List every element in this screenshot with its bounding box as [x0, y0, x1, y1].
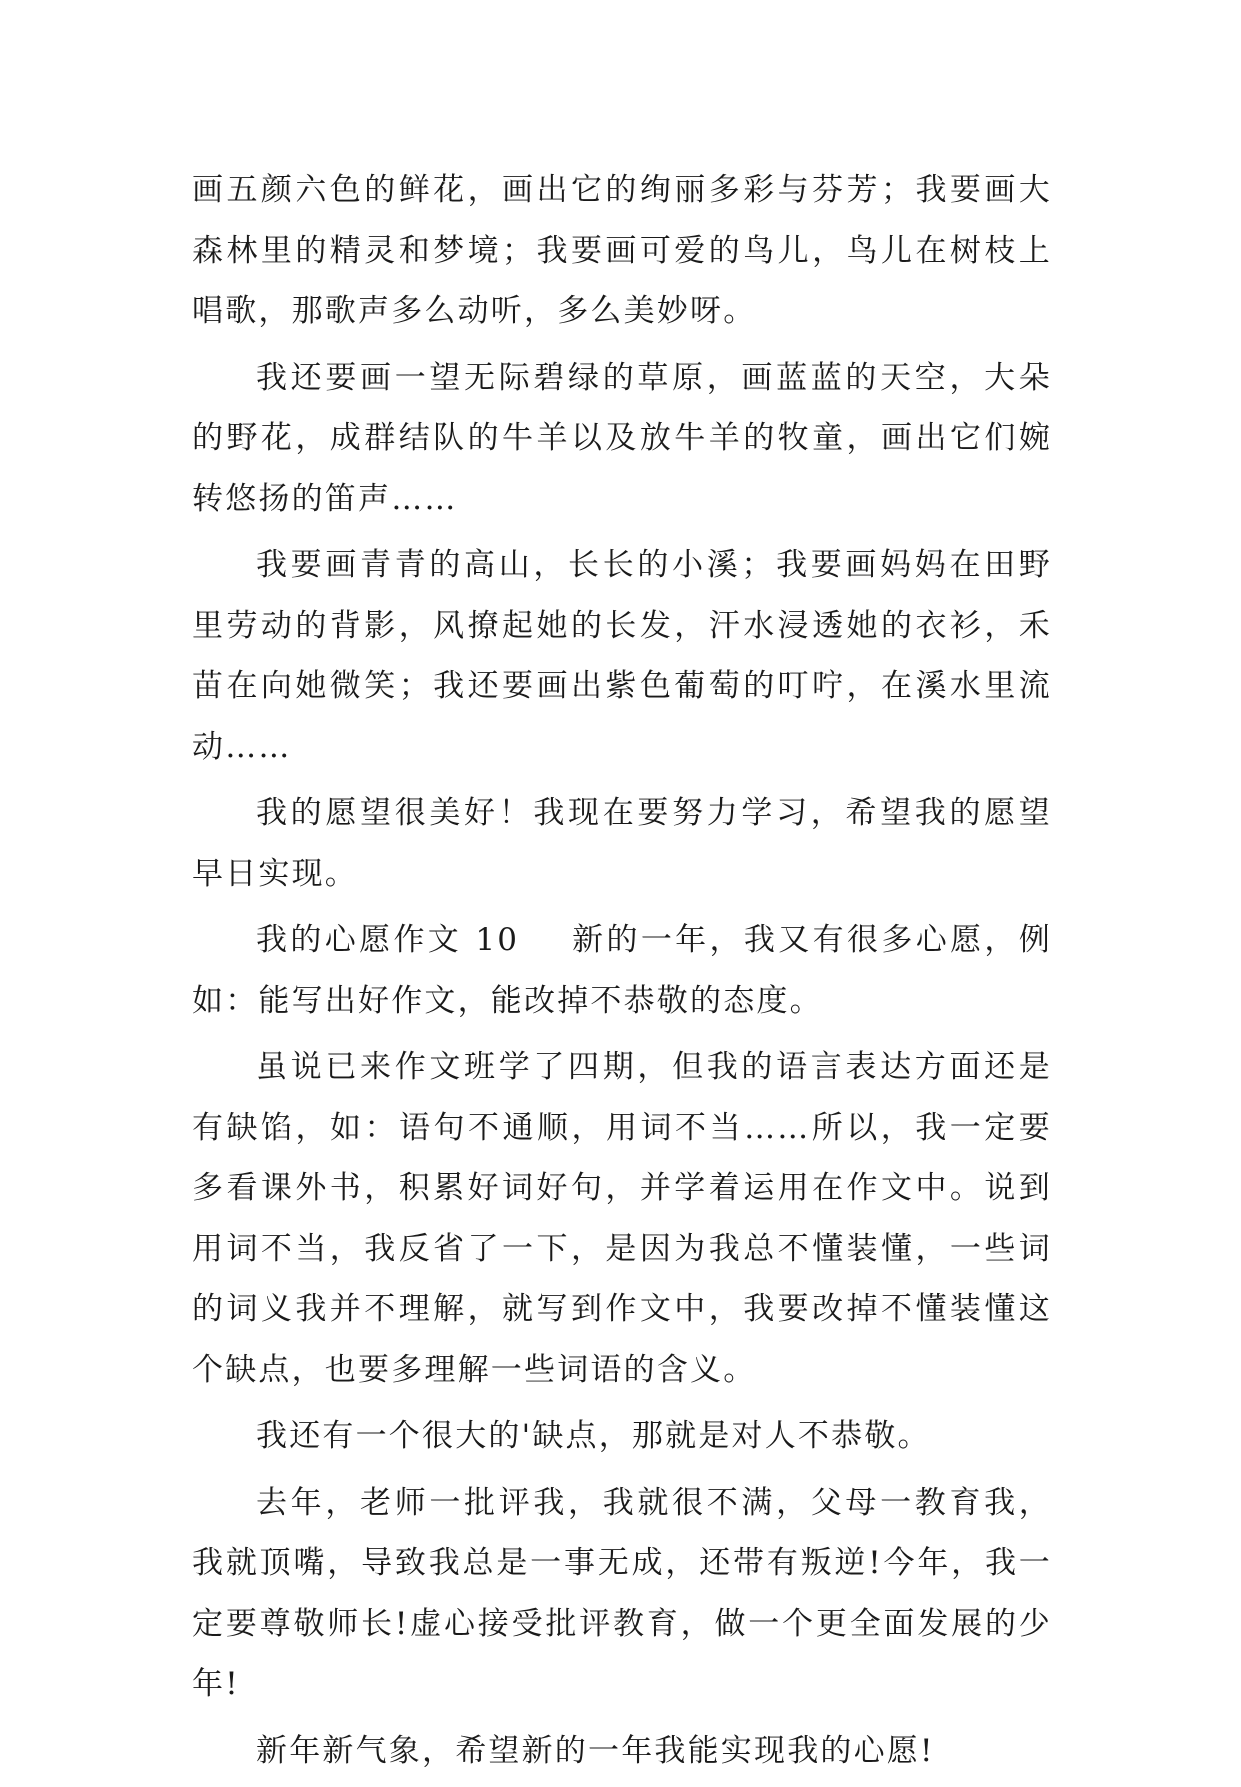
paragraph: 去年，老师一批评我，我就很不满，父母一教育我，我就顶嘴，导致我总是一事无成，还带有叛逆!今年，我一定要尊敬师长!虚心接受批评教育，做一个更全面发展的少年! [192, 1484, 1052, 1702]
document-body [192, 160, 1052, 1787]
paragraph: 新年新气象，希望新的一年我能实现我的心愿! [256, 1732, 935, 1769]
paragraph: 虽说已来作文班学了四期，但我的语言表达方面还是有缺馅，如：语句不通顺，用词不当……所以，我一定要多看课外书，积累好词好句，并学着运用在作文中。说到用词不当，我反省了一下，是因为我总不懂装懂，一些词的词义我并不理解，就写到作文中，我要改掉不懂装懂这个缺点，也要多理解一些词语的含义。 [192, 1049, 1052, 1388]
paragraph: 我还有一个很大的'缺点，那就是对人不恭敬。 [256, 1418, 931, 1454]
paragraph: 画五颜六色的鲜花，画出它的绚丽多彩与芬芳；我要画大森林里的精灵和梦境；我要画可爱的鸟儿，鸟儿在树枝上唱歌，那歌声多么动听，多么美妙呀。 [192, 172, 1052, 329]
essay-heading-paragraph: 我的心愿作文 10 新的一年，我又有很多心愿，例如：能写出好作文，能改掉不恭敬的态度。 [192, 922, 1052, 1019]
paragraph: 我要画青青的高山，长长的小溪；我要画妈妈在田野里劳动的背影，风撩起她的长发，汗水浸透她的衣衫，禾苗在向她微笑；我还要画出紫色葡萄的叮咛，在溪水里流动…… [192, 547, 1052, 765]
paragraph: 我的愿望很美好！我现在要努力学习，希望我的愿望早日实现。 [192, 795, 1052, 892]
paragraph: 我还要画一望无际碧绿的草原，画蓝蓝的天空，大朵的野花，成群结队的牛羊以及放牛羊的牧童，画出它们婉转悠扬的笛声…… [192, 359, 1052, 517]
